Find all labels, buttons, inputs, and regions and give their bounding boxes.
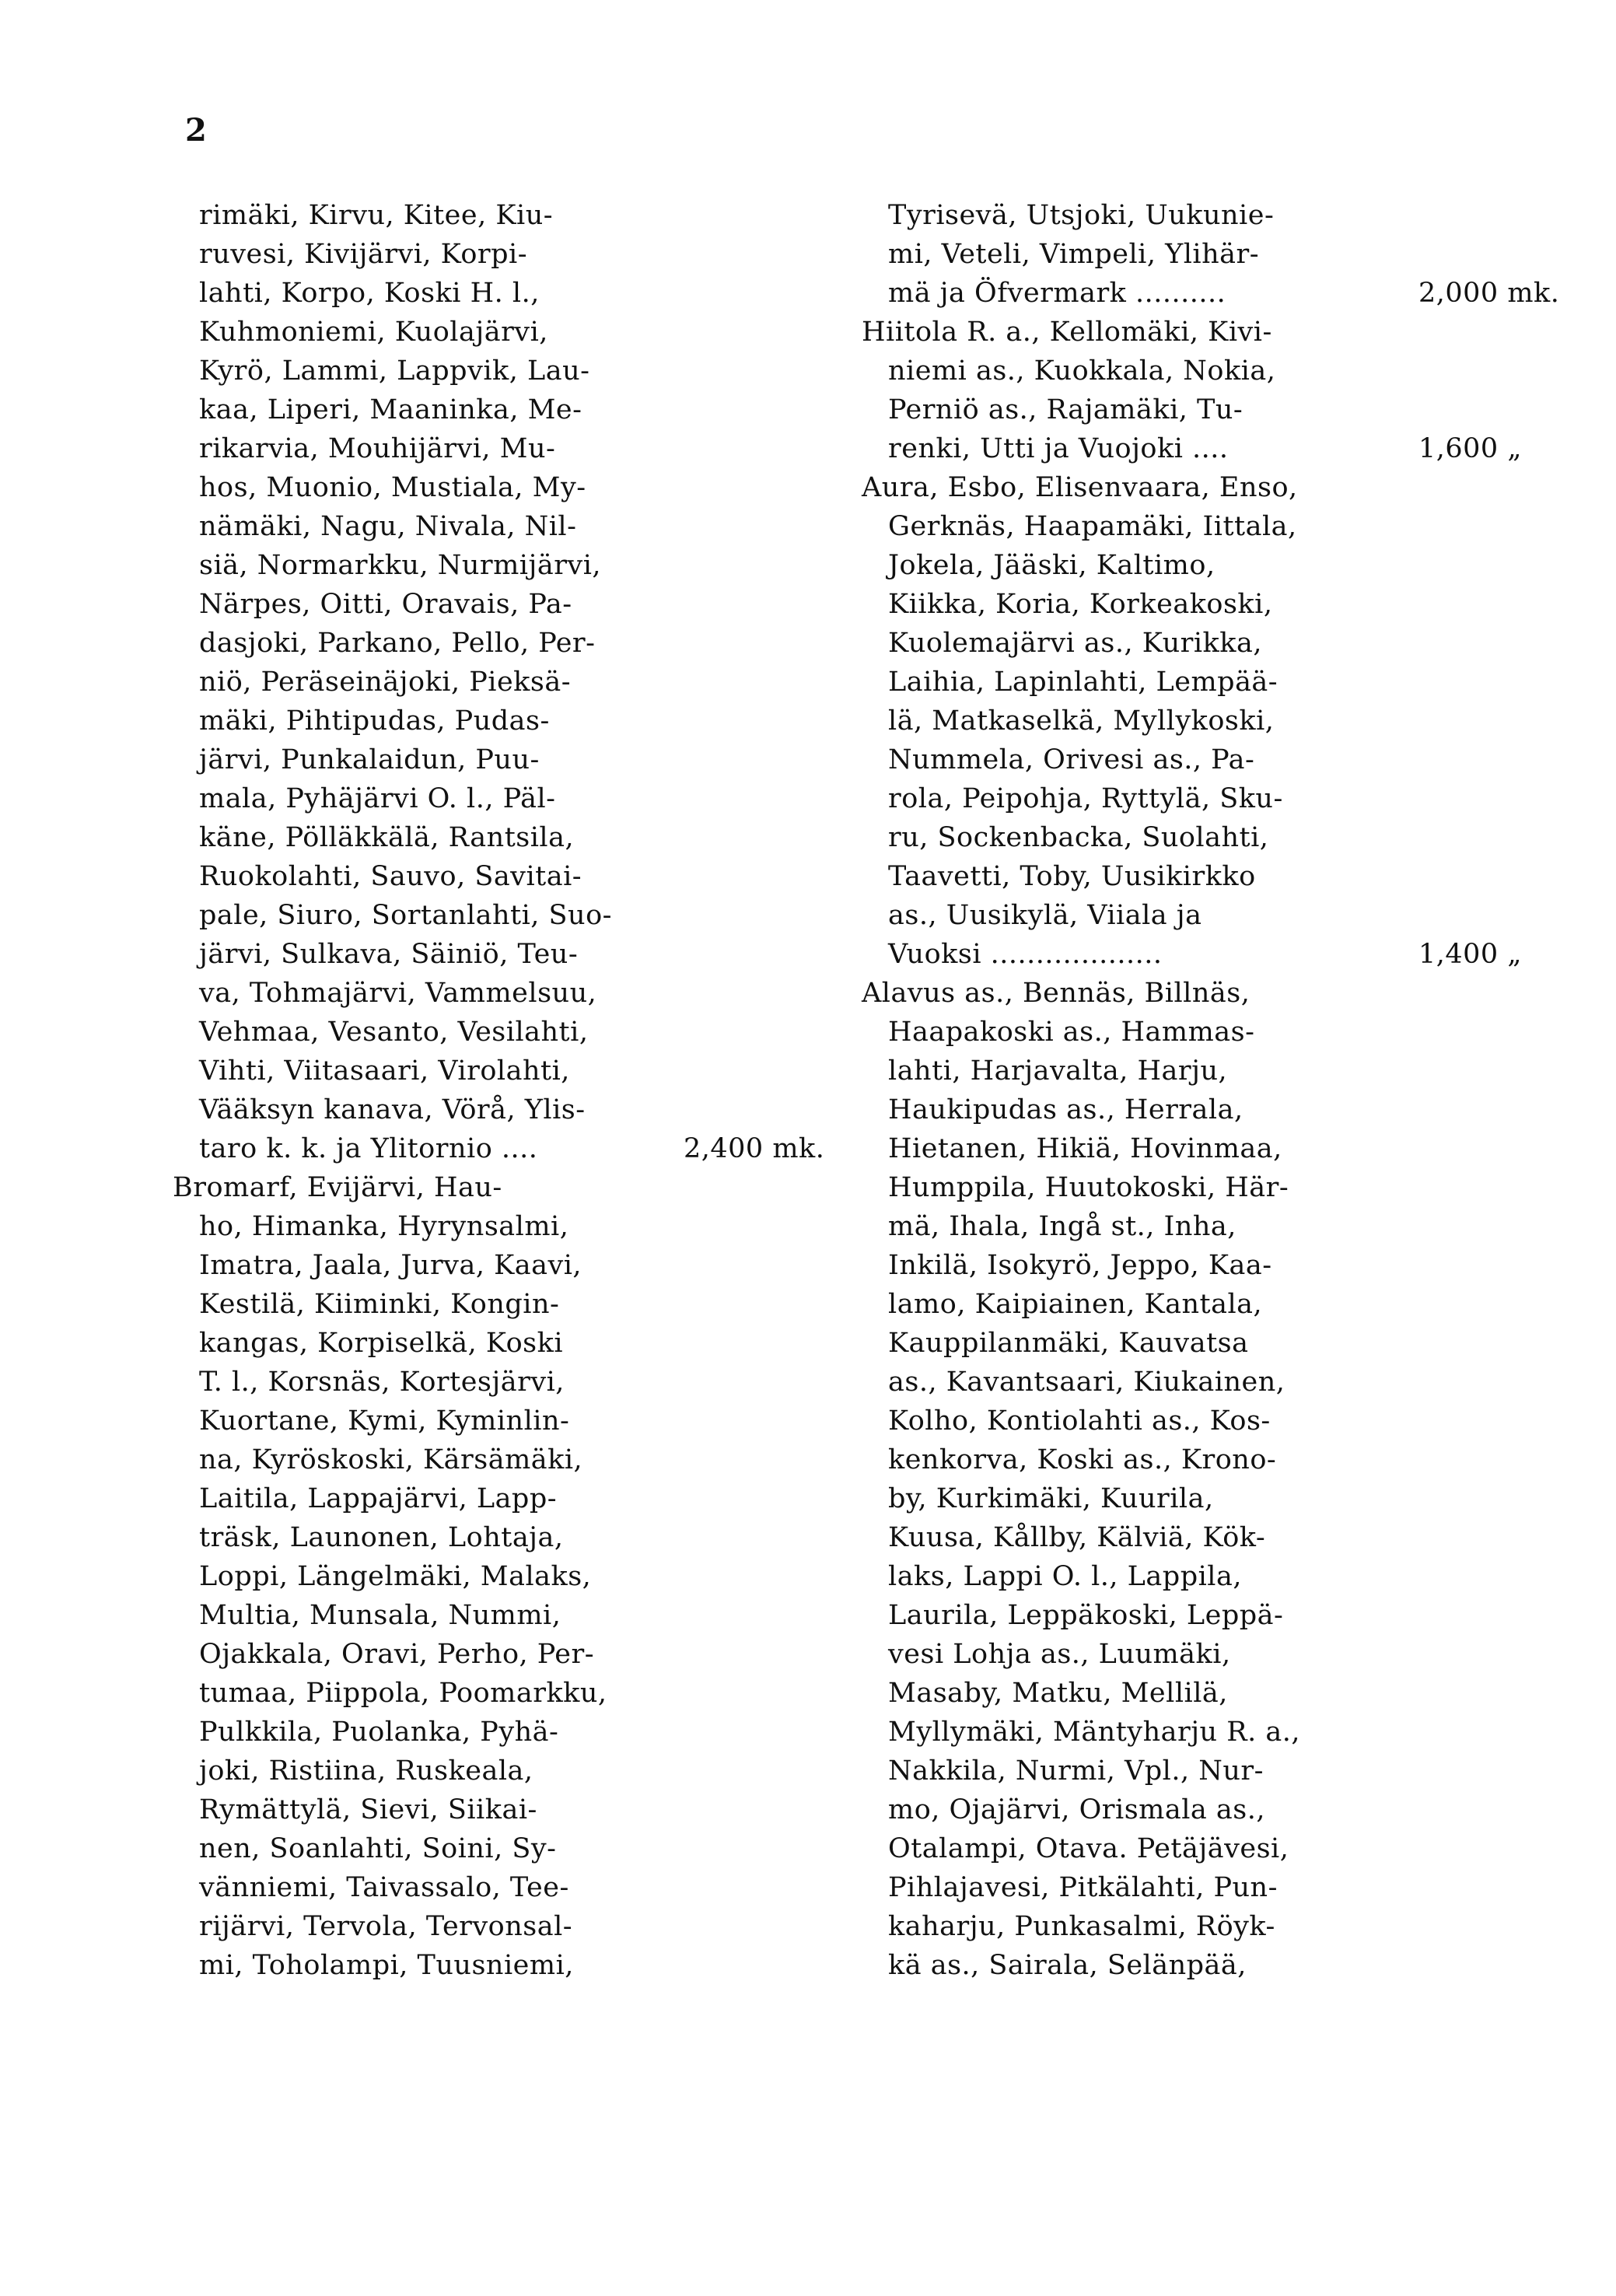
line-text: rijärvi, Tervola, Tervonsal- xyxy=(199,1911,573,1942)
line-text: kangas, Korpiselkä, Koski xyxy=(199,1328,564,1359)
line-text: va, Tohmajärvi, Vammelsuu, xyxy=(199,978,597,1009)
line-text: vänniemi, Taivassalo, Tee- xyxy=(199,1872,569,1903)
text-line xyxy=(173,468,834,507)
text-line xyxy=(173,702,834,740)
line-text: tumaa, Piippola, Poomarkku, xyxy=(199,1678,607,1709)
left-column xyxy=(173,196,834,1985)
text-line xyxy=(173,1324,834,1363)
amount-value: 2,400 mk. xyxy=(684,1133,825,1164)
text-line xyxy=(173,1790,834,1829)
line-text: Humppila, Huutokoski, Här- xyxy=(888,1172,1289,1203)
text-line xyxy=(173,546,834,585)
line-text: mo, Ojajärvi, Orismala as., xyxy=(888,1794,1265,1825)
line-text: Ojakkala, Oravi, Perho, Per- xyxy=(199,1639,595,1670)
text-line xyxy=(862,935,1530,974)
amount-value: 2,000 mk. xyxy=(1418,278,1560,309)
text-line xyxy=(173,779,834,818)
text-line xyxy=(862,974,1530,1013)
line-text: Nummela, Orivesi as., Pa- xyxy=(888,744,1255,775)
line-text: kaa, Liperi, Maaninka, Me- xyxy=(199,394,582,425)
line-text: Vihti, Viitasaari, Virolahti, xyxy=(199,1055,570,1087)
text-line xyxy=(173,857,834,896)
text-line xyxy=(862,1713,1530,1752)
text-line xyxy=(862,196,1530,235)
line-text: mi, Veteli, Vimpeli, Ylihär- xyxy=(888,239,1260,270)
line-text: Tyrisevä, Utsjoki, Uukunie- xyxy=(888,200,1275,231)
line-text: Nakkila, Nurmi, Vpl., Nur- xyxy=(888,1755,1264,1787)
line-text: mä, Ihala, Ingå st., Inha, xyxy=(888,1211,1236,1242)
text-line xyxy=(862,468,1530,507)
text-line xyxy=(862,1246,1530,1285)
text-line xyxy=(862,818,1530,857)
text-line xyxy=(862,507,1530,546)
text-line xyxy=(173,1635,834,1674)
line-text: Kiikka, Koria, Korkeakoski, xyxy=(888,589,1273,620)
line-text: Kolho, Kontiolahti as., Kos- xyxy=(888,1405,1271,1437)
line-text: dasjoki, Parkano, Pello, Per- xyxy=(199,628,596,659)
line-text: Loppi, Längelmäki, Malaks, xyxy=(199,1561,592,1592)
line-text: ruvesi, Kivijärvi, Korpi- xyxy=(199,239,528,270)
line-text: Rymättylä, Sievi, Siikai- xyxy=(199,1794,537,1825)
line-text: laks, Lappi O. l., Lappila, xyxy=(888,1561,1242,1592)
line-text: kaharju, Punkasalmi, Röyk- xyxy=(888,1911,1275,1942)
text-line xyxy=(862,1168,1530,1207)
text-line xyxy=(862,313,1530,352)
text-line xyxy=(862,1752,1530,1790)
text-line xyxy=(862,429,1530,468)
text-line xyxy=(862,1013,1530,1052)
text-line xyxy=(862,1829,1530,1868)
line-text: Kestilä, Kiiminki, Kongin- xyxy=(199,1289,560,1320)
line-text: Bromarf, Evijärvi, Hau- xyxy=(173,1172,502,1203)
line-text: Haapakoski as., Hammas- xyxy=(888,1017,1255,1048)
text-line xyxy=(173,935,834,974)
page-number: 2 xyxy=(185,112,207,149)
text-line xyxy=(862,1674,1530,1713)
text-line xyxy=(173,1013,834,1052)
text-line xyxy=(862,1790,1530,1829)
text-line xyxy=(173,1479,834,1518)
text-line xyxy=(862,1440,1530,1479)
text-line xyxy=(862,1868,1530,1907)
line-text: lamo, Kaipiainen, Kantala, xyxy=(888,1289,1263,1320)
line-text: as., Kavantsaari, Kiukainen, xyxy=(888,1367,1285,1398)
text-line xyxy=(173,507,834,546)
line-text: Inkilä, Isokyrö, Jeppo, Kaa- xyxy=(888,1250,1272,1281)
line-text: Imatra, Jaala, Jurva, Kaavi, xyxy=(199,1250,582,1281)
text-line xyxy=(862,1363,1530,1402)
line-text: Perniö as., Rajamäki, Tu- xyxy=(888,394,1243,425)
text-line xyxy=(173,1440,834,1479)
text-line xyxy=(862,779,1530,818)
text-line xyxy=(862,1557,1530,1596)
text-line xyxy=(173,1402,834,1440)
line-text: Vääksyn kanava, Vörå, Ylis- xyxy=(199,1094,586,1125)
text-line xyxy=(862,1090,1530,1129)
text-line xyxy=(173,1168,834,1207)
line-text: Laitila, Lappajärvi, Lapp- xyxy=(199,1483,558,1514)
line-text: Myllymäki, Mäntyharju R. a., xyxy=(888,1717,1300,1748)
text-line xyxy=(173,1907,834,1946)
text-line xyxy=(862,1324,1530,1363)
text-line xyxy=(862,390,1530,429)
text-line xyxy=(862,1129,1530,1168)
text-line xyxy=(173,1052,834,1090)
line-text: mäki, Pihtipudas, Pudas- xyxy=(199,705,550,737)
line-text: Närpes, Oitti, Oravais, Pa- xyxy=(199,589,572,620)
line-text: lä, Matkaselkä, Myllykoski, xyxy=(888,705,1275,737)
line-text: Taavetti, Toby, Uusikirkko xyxy=(888,861,1256,892)
line-text: Ruokolahti, Sauvo, Savitai- xyxy=(199,861,582,892)
line-text: as., Uusikylä, Viiala ja xyxy=(888,900,1202,931)
text-line xyxy=(173,740,834,779)
text-line xyxy=(862,1518,1530,1557)
text-line xyxy=(173,352,834,390)
text-line xyxy=(862,546,1530,585)
line-text: Laurila, Leppäkoski, Leppä- xyxy=(888,1600,1284,1631)
line-text: nämäki, Nagu, Nivala, Nil- xyxy=(199,511,577,542)
text-line xyxy=(173,1752,834,1790)
text-line xyxy=(862,702,1530,740)
text-line xyxy=(173,313,834,352)
text-line xyxy=(862,1946,1530,1985)
line-text: joki, Ristiina, Ruskeala, xyxy=(199,1755,533,1787)
amount-value: 1,600 „ xyxy=(1418,433,1522,464)
text-line xyxy=(173,585,834,624)
line-text: Kuortane, Kymi, Kyminlin- xyxy=(199,1405,570,1437)
text-line xyxy=(173,1596,834,1635)
line-text: Vehmaa, Vesanto, Vesilahti, xyxy=(199,1017,589,1048)
line-text: Multia, Munsala, Nummi, xyxy=(199,1600,561,1631)
text-line xyxy=(173,1246,834,1285)
line-text: lahti, Harjavalta, Harju, xyxy=(888,1055,1228,1087)
text-line xyxy=(173,1829,834,1868)
line-text: renki, Utti ja Vuojoki .... xyxy=(888,433,1229,464)
line-text: järvi, Sulkava, Säiniö, Teu- xyxy=(199,939,579,970)
text-line xyxy=(862,1402,1530,1440)
text-line xyxy=(173,1363,834,1402)
text-line xyxy=(862,1285,1530,1324)
text-line xyxy=(173,624,834,663)
text-line xyxy=(173,663,834,702)
line-text: ru, Sockenbacka, Suolahti, xyxy=(888,822,1269,853)
line-text: Jokela, Jääski, Kaltimo, xyxy=(888,550,1215,581)
text-line xyxy=(173,1713,834,1752)
line-text: nen, Soanlahti, Soini, Sy- xyxy=(199,1833,557,1864)
line-text: Vuoksi ................... xyxy=(888,939,1163,970)
text-line xyxy=(862,896,1530,935)
line-text: Aura, Esbo, Elisenvaara, Enso, xyxy=(862,472,1298,503)
amount-value: 1,400 „ xyxy=(1418,939,1522,970)
line-text: niö, Peräseinäjoki, Pieksä- xyxy=(199,667,572,698)
text-line xyxy=(173,1674,834,1713)
text-line xyxy=(173,818,834,857)
line-text: ho, Himanka, Hyrynsalmi, xyxy=(199,1211,569,1242)
text-line xyxy=(173,1518,834,1557)
text-line xyxy=(862,1907,1530,1946)
line-text: hos, Muonio, Mustiala, My- xyxy=(199,472,586,503)
right-column xyxy=(862,196,1560,1985)
line-text: lahti, Korpo, Koski H. l., xyxy=(199,278,540,309)
line-text: taro k. k. ja Ylitornio .... xyxy=(199,1133,538,1164)
text-line xyxy=(862,1596,1530,1635)
text-line xyxy=(862,740,1530,779)
text-line xyxy=(173,896,834,935)
line-text: rola, Peipohja, Ryttylä, Sku- xyxy=(888,783,1283,814)
line-text: Haukipudas as., Herrala, xyxy=(888,1094,1243,1125)
line-text: Kuusa, Kållby, Kälviä, Kök- xyxy=(888,1522,1266,1553)
text-line xyxy=(173,1557,834,1596)
text-line xyxy=(862,274,1560,313)
line-text: mä ja Öfvermark .......... xyxy=(888,278,1226,309)
text-line xyxy=(173,196,834,235)
line-text: Otalampi, Otava. Petäjävesi, xyxy=(888,1833,1289,1864)
line-text: Hiitola R. a., Kellomäki, Kivi- xyxy=(862,317,1272,348)
line-text: Pihlajavesi, Pitkälahti, Pun- xyxy=(888,1872,1278,1903)
text-line xyxy=(862,352,1530,390)
text-line xyxy=(173,1207,834,1246)
line-text: Pulkkila, Puolanka, Pyhä- xyxy=(199,1717,559,1748)
text-line xyxy=(862,585,1530,624)
line-text: siä, Normarkku, Nurmijärvi, xyxy=(199,550,602,581)
line-text: pale, Siuro, Sortanlahti, Suo- xyxy=(199,900,612,931)
line-text: Hietanen, Hikiä, Hovinmaa, xyxy=(888,1133,1282,1164)
text-line xyxy=(862,663,1530,702)
line-text: järvi, Punkalaidun, Puu- xyxy=(199,744,540,775)
text-line xyxy=(862,1207,1530,1246)
text-line xyxy=(173,390,834,429)
line-text: Kuolemajärvi as., Kurikka, xyxy=(888,628,1262,659)
line-text: rimäki, Kirvu, Kitee, Kiu- xyxy=(199,200,554,231)
line-text: vesi Lohja as., Luumäki, xyxy=(888,1639,1231,1670)
line-text: Alavus as., Bennäs, Billnäs, xyxy=(862,978,1250,1009)
line-text: kä as., Sairala, Selänpää, xyxy=(888,1950,1247,1981)
line-text: Masaby, Matku, Mellilä, xyxy=(888,1678,1228,1709)
text-line xyxy=(173,1129,834,1168)
text-line xyxy=(173,1285,834,1324)
text-line xyxy=(173,429,834,468)
line-text: rikarvia, Mouhijärvi, Mu- xyxy=(199,433,556,464)
text-line xyxy=(173,235,834,274)
line-text: mi, Toholampi, Tuusniemi, xyxy=(199,1950,574,1981)
line-text: niemi as., Kuokkala, Nokia, xyxy=(888,355,1276,387)
text-line xyxy=(862,624,1530,663)
line-text: by, Kurkimäki, Kuurila, xyxy=(888,1483,1214,1514)
line-text: mala, Pyhäjärvi O. l., Päl- xyxy=(199,783,556,814)
text-line xyxy=(862,235,1530,274)
text-line xyxy=(173,974,834,1013)
line-text: kenkorva, Koski as., Krono- xyxy=(888,1444,1277,1475)
line-text: käne, Pölläkkälä, Rantsila, xyxy=(199,822,575,853)
line-text: Kuhmoniemi, Kuolajärvi, xyxy=(199,317,548,348)
text-line xyxy=(862,1635,1530,1674)
text-line xyxy=(862,857,1530,896)
line-text: T. l., Korsnäs, Kortesjärvi, xyxy=(199,1367,565,1398)
line-text: na, Kyröskoski, Kärsämäki, xyxy=(199,1444,583,1475)
line-text: Gerknäs, Haapamäki, Iittala, xyxy=(888,511,1297,542)
line-text: Kauppilanmäki, Kauvatsa xyxy=(888,1328,1249,1359)
text-line xyxy=(862,1052,1530,1090)
text-line xyxy=(173,1946,834,1985)
line-text: träsk, Launonen, Lohtaja, xyxy=(199,1522,564,1553)
text-line xyxy=(173,1868,834,1907)
line-text: Kyrö, Lammi, Lappvik, Lau- xyxy=(199,355,590,387)
text-line xyxy=(862,1479,1530,1518)
text-line xyxy=(173,1090,834,1129)
text-line xyxy=(173,274,834,313)
line-text: Laihia, Lapinlahti, Lempää- xyxy=(888,667,1278,698)
